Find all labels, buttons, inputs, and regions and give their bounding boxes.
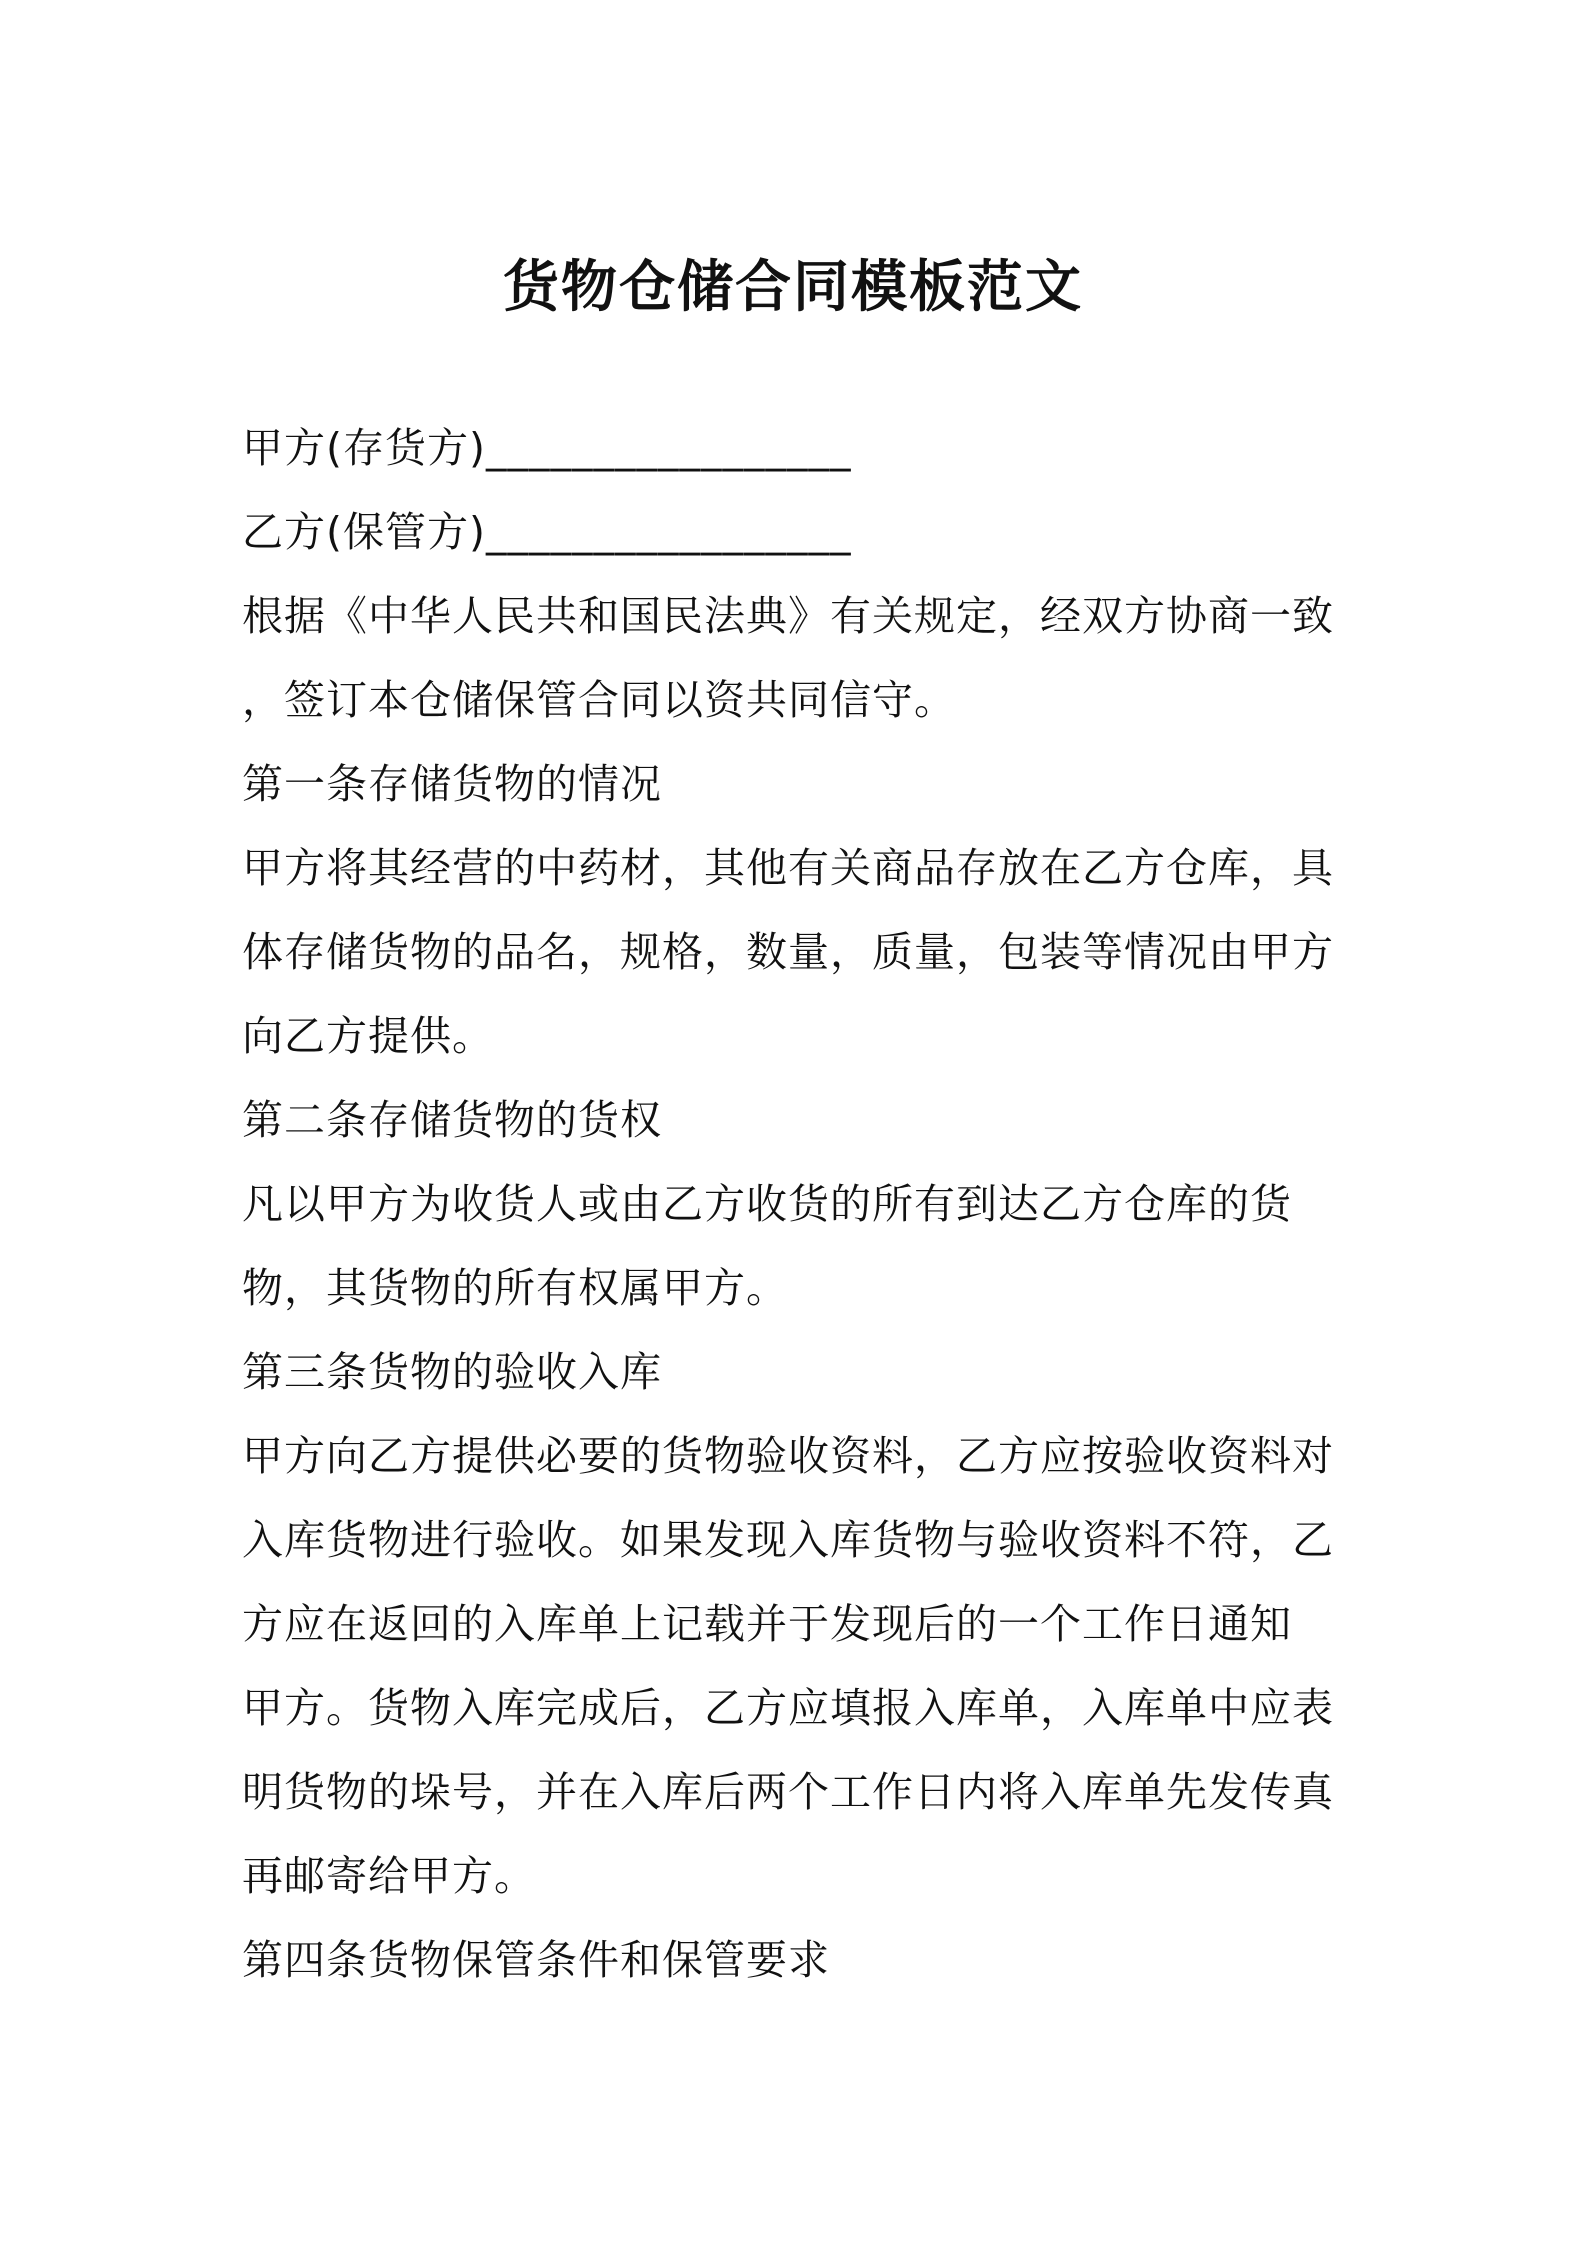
article-1-line-3: 向乙方提供。 [242, 1012, 494, 1060]
article-2-line-1: 凡以甲方为收货人或由乙方收货的所有到达乙方仓库的货 [242, 1180, 1292, 1228]
article-1-line-2: 体存储货物的品名，规格，数量，质量，包装等情况由甲方 [242, 928, 1334, 976]
article-3-heading: 第三条货物的验收入库 [242, 1348, 662, 1396]
article-2-heading: 第二条存储货物的货权 [242, 1096, 662, 1144]
document-body [242, 406, 1362, 2002]
article-4-heading: 第四条货物保管条件和保管要求 [242, 1936, 830, 1984]
article-3-line-1: 甲方向乙方提供必要的货物验收资料，乙方应按验收资料对 [242, 1432, 1334, 1480]
article-3-line-5: 明货物的垛号，并在入库后两个工作日内将入库单先发传真 [242, 1768, 1334, 1816]
article-3-line-4: 甲方。货物入库完成后，乙方应填报入库单，入库单中应表 [242, 1684, 1334, 1732]
article-3-line-6: 再邮寄给甲方。 [242, 1852, 536, 1900]
article-2-line-2: 物，其货物的所有权属甲方。 [242, 1264, 788, 1312]
party-b-line: 乙方(保管方)_________________ [242, 508, 852, 556]
preamble-line-2: ，签订本仓储保管合同以资共同信守。 [242, 676, 956, 724]
article-3-line-3: 方应在返回的入库单上记载并于发现后的一个工作日通知 [242, 1600, 1292, 1648]
article-1-line-1: 甲方将其经营的中药材，其他有关商品存放在乙方仓库，具 [242, 844, 1334, 892]
preamble-line-1: 根据《中华人民共和国民法典》有关规定，经双方协商一致 [242, 592, 1334, 640]
document-title: 货物仓储合同模板范文 [503, 255, 1083, 320]
article-3-line-2: 入库货物进行验收。如果发现入库货物与验收资料不符，乙 [242, 1516, 1334, 1564]
party-a-line: 甲方(存货方)_________________ [242, 424, 852, 472]
article-1-heading: 第一条存储货物的情况 [242, 760, 662, 808]
